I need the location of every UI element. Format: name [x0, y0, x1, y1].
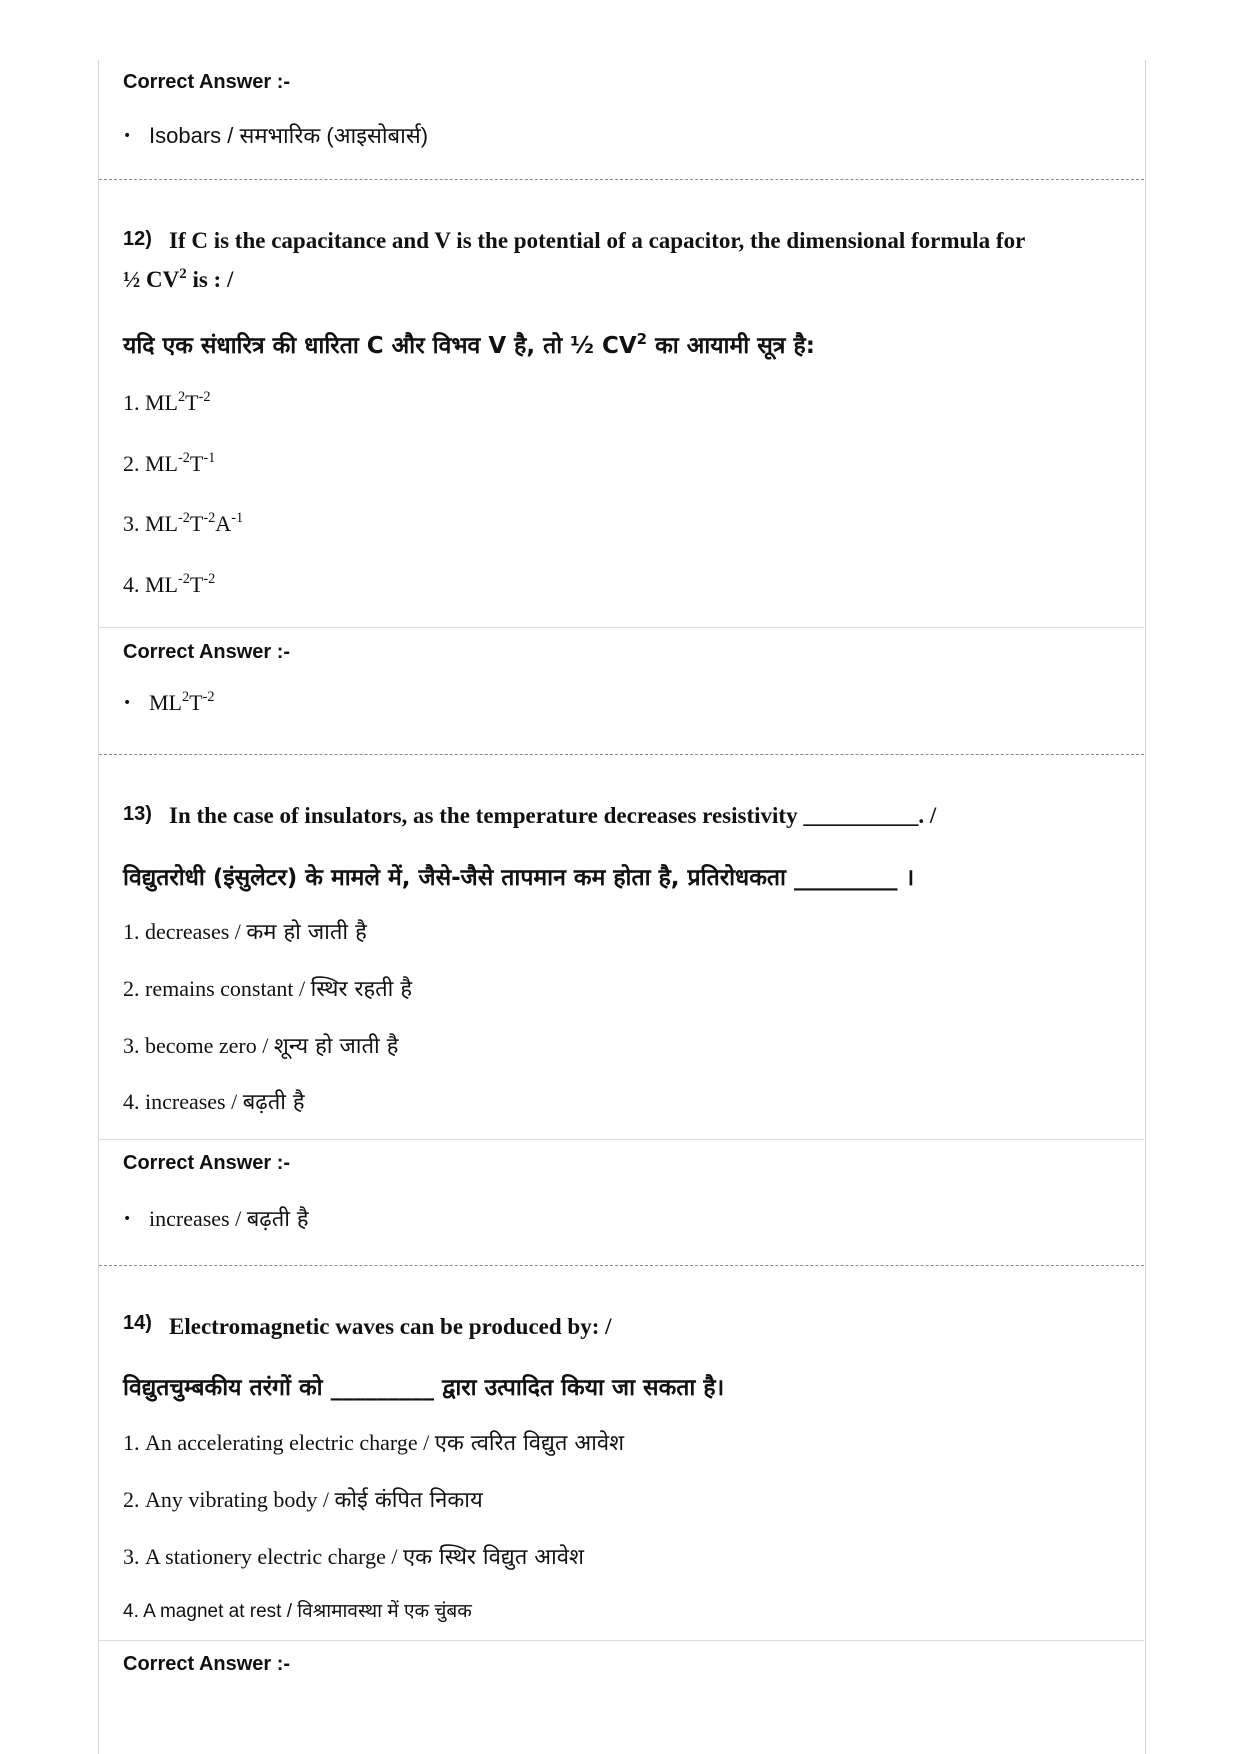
question-text-en: Electromagnetic waves can be produced by: / — [169, 1314, 612, 1339]
question-separator — [99, 1265, 1144, 1266]
question-text-hi: विद्युतचुम्बकीय तरंगों को _________ द्वारा उत्पादित किया जा सकता है। — [123, 1375, 725, 1401]
correct-answer-label: Correct Answer :- — [123, 1653, 291, 1675]
question-text-en: In the case of insulators, as the temperature decreases resistivity __________. / — [169, 803, 937, 828]
answer-divider — [99, 1640, 1144, 1641]
option-3[interactable]: 3. become zero / शून्य हो जाती है — [123, 1033, 399, 1059]
answer-divider — [99, 627, 1144, 628]
question-separator — [99, 754, 1144, 755]
bullet-icon: • — [123, 1211, 132, 1227]
question-text-hi: विद्युतरोधी (इंसुलेटर) के मामले में, जैसे-जैसे तापमान कम होता है, प्रतिरोधकता _________ । — [123, 865, 915, 891]
question-text-en: If C is the capacitance and V is the potential of a capacitor, the dimensional formula for — [169, 228, 1026, 253]
question-text-hi: यदि एक संधारित्र की धारिता C और विभव V है, तो ½ $CV^2$ का आयामी सूत्र है: — [123, 330, 815, 359]
option-4[interactable]: 4. $ML^{-2}T^{-2}$ — [123, 571, 216, 597]
correct-answer-label: Correct Answer :- — [123, 71, 291, 93]
option-3[interactable]: 3. A stationery electric charge / एक स्थिर विद्युत आवेश — [123, 1544, 584, 1570]
correct-answer-label: Correct Answer :- — [123, 1152, 291, 1174]
option-1[interactable]: 1. decreases / कम हो जाती है — [123, 919, 367, 945]
bullet-icon: • — [123, 128, 132, 144]
option-4[interactable]: 4. A magnet at rest / विश्रामावस्था में एक चुंबक — [123, 1601, 472, 1622]
question-number: 13) — [123, 803, 152, 825]
bullet-icon: • — [123, 695, 132, 711]
option-2[interactable]: 2. $ML^{-2}T^{-1}$ — [123, 450, 216, 476]
correct-answer-item: • increases / बढ़ती है — [123, 1206, 309, 1232]
option-2[interactable]: 2. Any vibrating body / कोई कंपित निकाय — [123, 1487, 483, 1513]
correct-answer-label: Correct Answer :- — [123, 641, 291, 663]
option-3[interactable]: 3. $ML^{-2}T^{-2}A^{-1}$ — [123, 510, 244, 536]
question-number: 14) — [123, 1312, 152, 1334]
option-2[interactable]: 2. remains constant / स्थिर रहती है — [123, 976, 413, 1002]
question-separator — [99, 179, 1144, 180]
option-4[interactable]: 4. increases / बढ़ती है — [123, 1089, 305, 1115]
option-1[interactable]: 1. $ML^2T^{-2}$ — [123, 389, 211, 415]
question-text-en-cont: ½ $CV^2$ is : / — [123, 266, 234, 292]
correct-answer-item: • Isobars / समभारिक (आइसोबार्स) — [123, 123, 429, 148]
question-number: 12) — [123, 228, 152, 250]
answer-divider — [99, 1139, 1144, 1140]
correct-answer-item: • $ML^2T^{-2}$ — [123, 689, 215, 715]
option-1[interactable]: 1. An accelerating electric charge / एक त्वरित विद्युत आवेश — [123, 1430, 625, 1456]
